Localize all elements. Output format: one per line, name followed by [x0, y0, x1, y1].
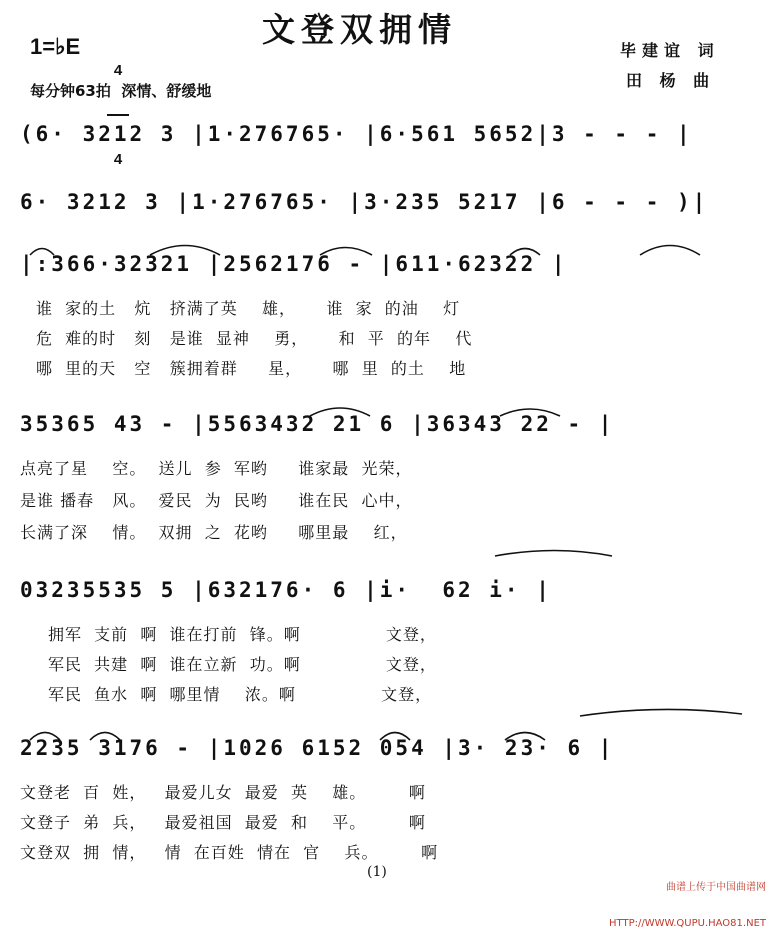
meter-top: 4	[113, 62, 123, 79]
notation-line: 03235535 5 |632176· 6 |i· 62 i· |	[20, 578, 552, 602]
notation-line: 35365 43 - |5563432 21 6 |36343 22 - |	[20, 412, 615, 436]
watermark	[609, 858, 766, 942]
page-number: (1)	[367, 864, 387, 880]
composer-credit: 田 杨 曲	[626, 71, 716, 90]
lyric-verse-3: 军民 鱼水 啊 哪里情 浓。啊 文登，	[48, 685, 433, 704]
watermark-line-1: 曲谱上传于中国曲谱网	[666, 882, 766, 893]
lyric-verse-1: 谁 家的土 炕 挤满了英 雄， 谁 家 的油 灯	[36, 299, 461, 318]
lyric-verse-2: 危 难的时 刻 是谁 显神 勇， 和 平 的年 代	[36, 329, 473, 348]
key-signature: 1=♭E	[30, 34, 81, 59]
lyricist-credit: 毕建谊 词	[620, 41, 720, 60]
lyric-verse-2: 文登子 弟 兵， 最爱祖国 最爱 和 平。 啊	[20, 813, 426, 832]
lyric-verse-2: 是谁 播春 风。 爱民 为 民哟 谁在民 心中，	[20, 491, 413, 510]
notation-line: |:366·32321 |2562176 - |611·62322 |	[20, 252, 568, 276]
watermark-line-2: HTTP://WWW.QUPU.HAO81.NET	[609, 918, 766, 929]
notation-line: 6· 3212 3 |1·276765· |3·235 5217 |6 - - - )|	[20, 190, 709, 214]
lyric-verse-3: 长满了深 情。 双拥 之 花哟 哪里最 红，	[20, 523, 408, 542]
lyric-verse-1: 拥军 支前 啊 谁在打前 锋。啊 文登，	[48, 625, 437, 644]
notation-line: (6· 3212 3 |1·276765· |6·561 5652|3 - - - |	[20, 122, 693, 146]
lyric-verse-1: 点亮了星 空。 送儿 参 军哟 谁家最 光荣，	[20, 459, 413, 478]
song-title: 文登双拥情	[262, 10, 457, 49]
lyric-verse-3: 哪 里的天 空 簇拥着群 星， 哪 里 的土 地	[36, 359, 467, 378]
lyric-verse-3: 文登双 拥 情， 情 在百姓 情在 官 兵。 啊	[20, 843, 439, 862]
lyric-verse-2: 军民 共建 啊 谁在立新 功。啊 文登，	[48, 655, 437, 674]
notation-line: 2235 3176 - |1026 6152 054 |3· 23· 6 |	[20, 736, 615, 760]
meter-bottom: 4	[113, 151, 123, 168]
tempo-marking: 每分钟63拍 深情、舒缓地	[30, 82, 212, 100]
lyric-verse-1: 文登老 百 姓， 最爱儿女 最爱 英 雄。 啊	[20, 783, 426, 802]
